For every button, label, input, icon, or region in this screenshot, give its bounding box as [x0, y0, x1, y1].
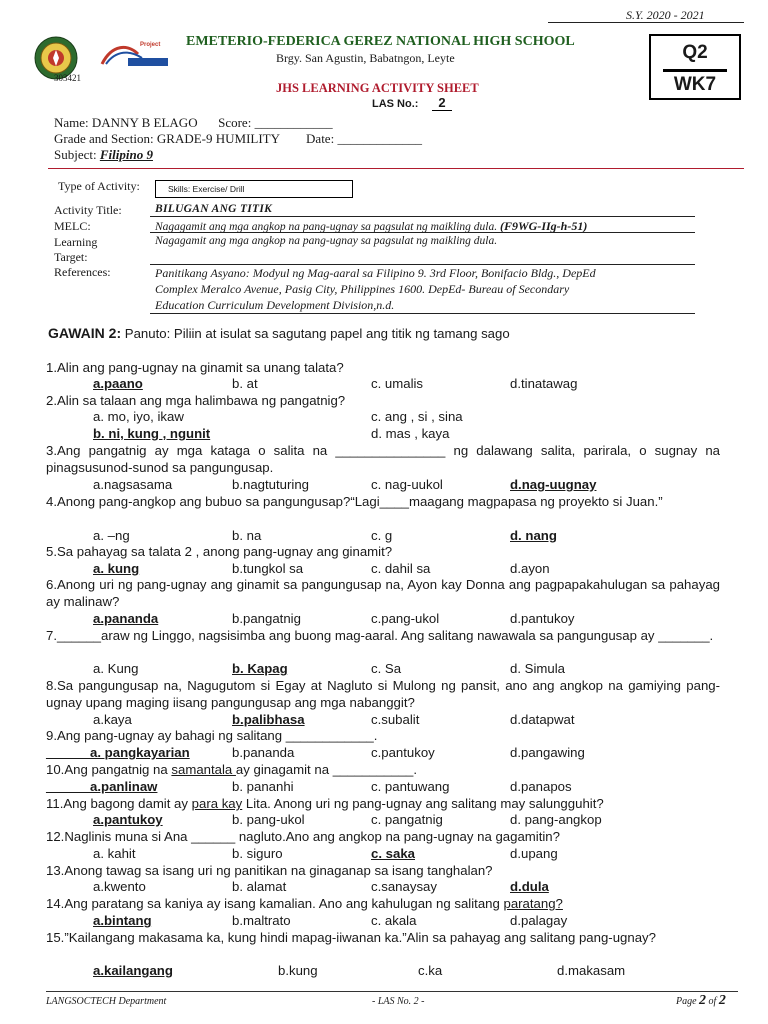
q3-option-d[interactable]: d.nag-uugnay: [510, 477, 597, 492]
q1-option-b[interactable]: b. at: [232, 376, 258, 391]
grade-section[interactable]: GRADE-9 HUMILITY: [156, 131, 280, 146]
q5-option-c[interactable]: c. dahil sa: [371, 561, 431, 576]
references-rule: [150, 313, 695, 314]
school-name: EMETERIO-FEDERICA GEREZ NATIONAL HIGH SCHOOL: [186, 34, 575, 49]
page-number: 2: [699, 993, 707, 1008]
las-number: 2: [432, 95, 452, 111]
q13-option-c[interactable]: c.sanaysay: [371, 879, 437, 894]
score-field[interactable]: ____________: [254, 115, 333, 130]
q15-option-b[interactable]: b.kung: [278, 963, 318, 978]
activity-title: BILUGAN ANG TITIK: [155, 203, 273, 215]
q4-option-d[interactable]: d. nang: [510, 528, 557, 543]
quarter-week-box: [649, 34, 741, 100]
q5-option-b[interactable]: b.tungkol sa: [232, 561, 304, 576]
footer-page: [676, 993, 726, 1009]
q11-underlined: para kay: [191, 796, 243, 811]
q14-option-c[interactable]: c. akala: [371, 913, 417, 928]
project-logo: [98, 40, 170, 68]
question-5: 5.Sa pahayag sa talata 2 , anong pang-ugnay ang ginamit?: [46, 544, 393, 559]
q6-option-a[interactable]: a.pananda: [93, 611, 159, 626]
week-label: WK7: [673, 74, 717, 95]
question-12: 12.Naglinis muna si Ana ______ nagluto.Ano ang angkop na pang-ugnay na gagamitin?: [46, 829, 560, 844]
q13-option-b[interactable]: b. alamat: [232, 879, 287, 894]
melc-statement: Nagagamit ang mga angkop na pang-ugnay sa pagsulat ng maikling dula.: [155, 221, 498, 233]
q8-option-c[interactable]: c.subalit: [371, 712, 420, 727]
score-label: Score:: [218, 115, 252, 130]
quarter-label: Q2: [682, 42, 708, 63]
q7-option-c[interactable]: c. Sa: [371, 661, 402, 676]
activity-title-label: Activity Title:: [54, 203, 122, 217]
q6-option-d[interactable]: d.pantukoy: [510, 611, 575, 626]
question-15: 15.”Kailangang makasama ka, kung hindi mapag-iiwanan ka.”Alin sa pahayag ang salitang pang-ugnay?: [46, 930, 656, 945]
school-id: 303421: [54, 73, 81, 83]
question-14: [46, 896, 720, 913]
page-label: Page: [676, 996, 697, 1007]
q8-option-a[interactable]: a.kaya: [93, 712, 132, 727]
q10-underlined: samantala: [171, 762, 236, 777]
target-label-2: Target:: [54, 250, 88, 264]
q10-text-b: ay ginagamit na ___________.: [235, 762, 418, 777]
school-year: S.Y. 2020 - 2021: [626, 8, 705, 22]
question-3: 3.Ang pangatnig ay mga kataga o salita na _______________ ng dalawang salita, parirala, o sugnay na pinagsusunod-sunod sa pangungusap.: [46, 443, 720, 475]
q9-option-a-line[interactable]: [46, 745, 190, 760]
q13-option-d[interactable]: d.dula: [510, 879, 549, 894]
q1-option-d[interactable]: d.tinatawag: [510, 376, 578, 391]
q9-option-b[interactable]: b.pananda: [232, 745, 295, 760]
melc-code: (F9WG-IIg-h-51): [500, 219, 588, 233]
q11-text-a: 11.Ang bagong damit ay: [46, 796, 192, 811]
footer-las: - LAS No. 2 -: [372, 996, 425, 1007]
grade-label: Grade and Section:: [54, 131, 154, 146]
question-6: 6.Anong uri ng pang-ugnay ang ginamit sa pangungusap na, Ayon kay Donna ang pagpapakahulugan sa pahayag ay malinaw?: [46, 577, 720, 609]
q12-option-a[interactable]: a. kahit: [93, 846, 136, 861]
q9-option-c[interactable]: c.pantukoy: [371, 745, 435, 760]
q10-option-b[interactable]: b. pananhi: [232, 779, 294, 794]
q4-option-b[interactable]: b. na: [232, 528, 262, 543]
q9-option-a: a. pangkayarian: [90, 745, 190, 760]
activity-type-box[interactable]: [155, 180, 353, 198]
q2-option-a[interactable]: a. mo, iyo, ikaw: [93, 409, 184, 424]
reference-line-1: Panitikang Asyano: Modyul ng Mag-aaral sa Filipino 9. 3rd Floor, Bonifacio Bldg., DepEd: [155, 266, 596, 280]
q8-option-b[interactable]: b.palibhasa: [232, 712, 305, 727]
activity-type-value: Skills: Exercise/ Drill: [168, 184, 245, 194]
school-address: Brgy. San Agustin, Babatngon, Leyte: [276, 51, 455, 65]
gawain-label: GAWAIN 2:: [48, 325, 122, 341]
target-text: Nagagamit ang mga angkop na pang-ugnay sa pagsulat ng maikling dula.: [155, 235, 498, 247]
q3-option-c[interactable]: c. nag-uukol: [371, 477, 443, 492]
header-red-rule: [48, 168, 744, 169]
question-4: 4.Anong pang-angkop ang bubuo sa pangungusap?“Lagi____maagang magpapasa ng proyekto si Juan.”: [46, 494, 663, 509]
q12-option-c[interactable]: c. saka: [371, 846, 415, 861]
question-11: [46, 796, 720, 813]
question-9: 9.Ang pang-ugnay ay bahagi ng salitang ____________.: [46, 728, 378, 743]
question-13: 13.Anong tawag sa isang uri ng panitikan na ginaganap sa isang tanghalan?: [46, 863, 493, 878]
q10-answer-blank: ______: [46, 779, 91, 794]
q6-option-b[interactable]: b.pangatnig: [232, 611, 301, 626]
student-name-row: [54, 115, 333, 131]
q3-option-b[interactable]: b.nagtuturing: [232, 477, 309, 492]
q5-option-a[interactable]: a. kung: [93, 561, 140, 576]
q10-option-a-line[interactable]: [46, 779, 157, 794]
q11-option-a[interactable]: a.pantukoy: [93, 812, 163, 827]
q15-option-d[interactable]: d.makasam: [557, 963, 626, 978]
q7-option-d[interactable]: d. Simula: [510, 661, 565, 676]
page-total: 2: [718, 993, 726, 1008]
q2-option-d[interactable]: d. mas , kaya: [371, 426, 450, 441]
q1-option-a[interactable]: a.paano: [93, 376, 143, 391]
q14-text-a: 14.Ang paratang sa kaniya ay isang kamalian. Ano ang kahulugan ng salitang: [46, 896, 504, 911]
q14-option-b[interactable]: b.maltrato: [232, 913, 291, 928]
q10-option-a: a.panlinaw: [90, 779, 158, 794]
subject-row: [54, 147, 153, 163]
footer-department: LANGSOCTECH Department: [46, 996, 167, 1007]
q12-option-b[interactable]: b. siguro: [232, 846, 283, 861]
q14-option-a[interactable]: a.bintang: [93, 913, 152, 928]
q8-option-d[interactable]: d.datapwat: [510, 712, 575, 727]
activity-type-label: Type of Activity:: [58, 179, 140, 193]
q11-option-c[interactable]: c. pangatnig: [371, 812, 443, 827]
q9-answer-blank: ______: [46, 745, 91, 760]
target-rule: [150, 264, 695, 265]
q7-option-b[interactable]: b. Kapag: [232, 661, 288, 676]
q2-option-b[interactable]: b. ni, kung , ngunit: [93, 426, 211, 441]
q10-option-c[interactable]: c. pantuwang: [371, 779, 450, 794]
q10-text-a: 10.Ang pangatnig na: [46, 762, 172, 777]
question-7: 7.______araw ng Linggo, nagsisimba ang buong mag-aaral. Ang salitang nawawala sa pangungusap ay _______.: [46, 628, 714, 643]
subject-value[interactable]: Filipino 9: [99, 147, 153, 162]
gawain-heading: [48, 325, 510, 341]
q11-option-d[interactable]: d. pang-angkop: [510, 812, 602, 827]
q9-option-d[interactable]: d.pangawing: [510, 745, 585, 760]
q5-option-d[interactable]: d.ayon: [510, 561, 550, 576]
of-label: of: [708, 996, 717, 1007]
q1-option-c[interactable]: c. umalis: [371, 376, 424, 391]
date-label: Date:: [306, 131, 335, 146]
q10-option-d[interactable]: d.panapos: [510, 779, 572, 794]
quarter-divider: [663, 69, 727, 72]
q11-text-b: Lita. Anong uri ng pang-ugnay ang salitang may salungguhit?: [242, 796, 604, 811]
q11-option-b[interactable]: b. pang-ukol: [232, 812, 305, 827]
question-8: 8.Sa pangungusap na, Nagugutom si Egay at Nagluto si Mulong ng pansit, ano ang angkop na gamiying pang-ugnay upang maging iisang pangungusap ang mga nabanggit?: [46, 678, 720, 710]
question-2: 2.Alin sa talaan ang mga halimbawa ng pangatnig?: [46, 393, 346, 408]
references-label: References:: [54, 265, 111, 279]
header-rule-top: [548, 22, 744, 23]
melc-label: MELC:: [54, 219, 91, 233]
student-name[interactable]: DANNY B ELAGO: [91, 115, 198, 130]
q13-option-a[interactable]: a.kwento: [93, 879, 146, 894]
target-label-1: Learning: [54, 235, 98, 249]
question-10: [46, 762, 720, 779]
footer-rule: [46, 991, 738, 992]
q3-option-a[interactable]: a.nagsasama: [93, 477, 173, 492]
las-label: LAS No.:: [372, 98, 419, 110]
title-rule: [150, 216, 695, 217]
q4-option-a[interactable]: a. –ng: [93, 528, 130, 543]
melc-rule: [150, 232, 695, 233]
q12-option-d[interactable]: d.upang: [510, 846, 558, 861]
q2-option-c[interactable]: c. ang , si , sina: [371, 409, 463, 424]
reference-line-2: Complex Meralco Avenue, Pasig City, Philippines 1600. DepEd- Bureau of Secondary: [155, 282, 570, 296]
q14-underlined: paratang?: [503, 896, 563, 911]
q6-option-c[interactable]: c.pang-ukol: [371, 611, 440, 626]
q7-option-a[interactable]: a. Kung: [93, 661, 139, 676]
q15-option-a[interactable]: a.kailangang: [93, 963, 173, 978]
gawain-instruction: Panuto: Piliin at isulat sa sagutang papel ang titik ng tamang sago: [124, 326, 510, 341]
reference-line-3: Education Curriculum Development Division,n.d.: [155, 298, 395, 312]
q15-option-c[interactable]: c.ka: [418, 963, 443, 978]
subject-label: Subject:: [54, 147, 97, 162]
name-label: Name:: [54, 115, 89, 130]
q14-option-d[interactable]: d.palagay: [510, 913, 568, 928]
project-logo-label: Project: [140, 42, 161, 48]
date-field[interactable]: _____________: [337, 131, 422, 146]
question-1: 1.Alin ang pang-ugnay na ginamit sa unang talata?: [46, 360, 344, 375]
q4-option-c[interactable]: c. g: [371, 528, 393, 543]
grade-row: [54, 131, 422, 147]
sheet-title: JHS LEARNING ACTIVITY SHEET: [276, 81, 479, 95]
